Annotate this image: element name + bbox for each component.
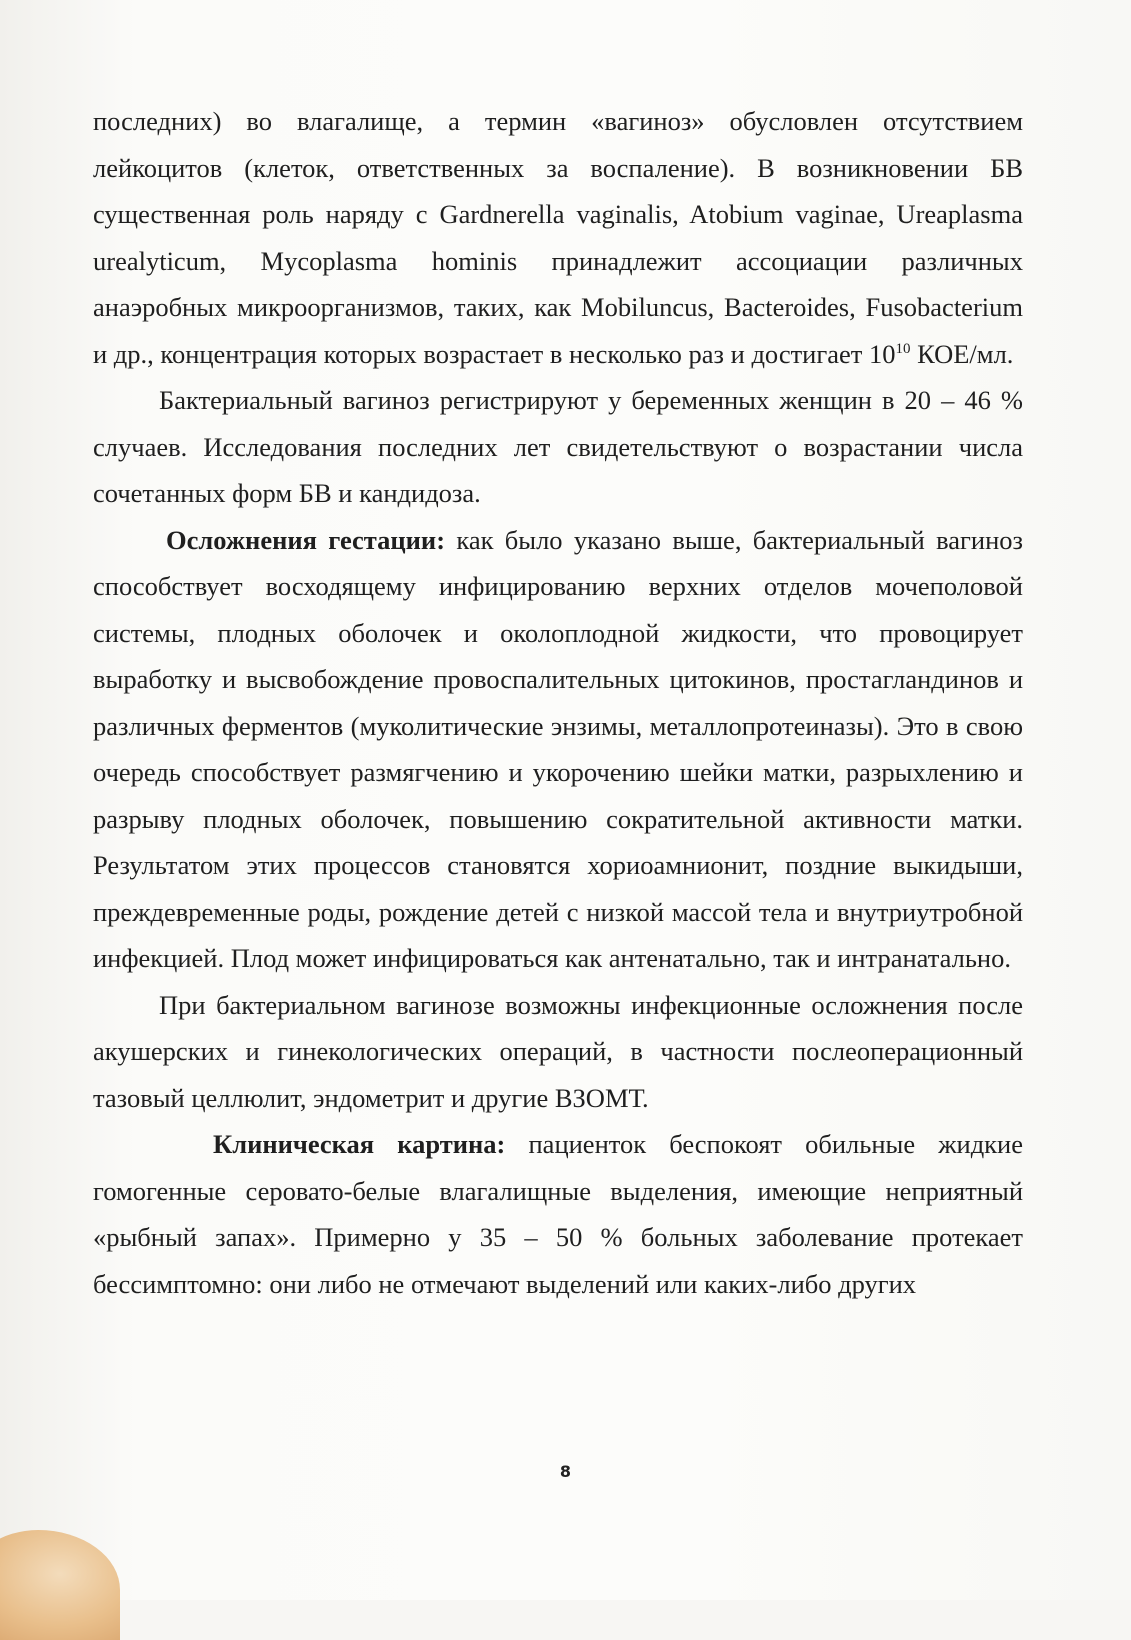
page-number: 8 [559,1462,572,1481]
section-heading-complications: Осложнения гестации: [166,524,446,555]
paragraph-2-text: Бактериальный вагиноз регистрируют у беременных женщин в 20 – 46 % случаев. Исследования последних лет свидетельствуют о возрастании числа сочетанных форм БВ и кандидоза. [93,385,1023,508]
paragraph-1-text: последних) во влагалище, а термин «вагиноз» обусловлен отсутствием лейкоцитов (клеток, ответственных за воспаление). В возникновении БВ существенная роль наряду с Gardnerella vaginalis, Atobium vaginae, Ureaplasma urealyticum, Mycoplasma hominis принадлежит ассоциации различных анаэробных микроорганизмов, таких, как Mobiluncus, Bacteroides, Fusobacterium и др., концентрация которых возрастает в несколько раз и достигает 10 [93,106,1023,369]
exponent: 10 [895,340,911,357]
paragraph-5 [93,1121,1023,1307]
finger-image [0,1530,120,1640]
paragraph-3 [93,517,1023,982]
paragraph-1-unit: КОЕ/мл. [910,338,1014,369]
paragraph-5-text: пациенток беспокоят обильные жидкие гомогенные серовато-белые влагалищные выделения, имеющие неприятный «рыбный запах». Примерно у 35 – 50 % больных заболевание протекает бессимптомно: они либо не отмечают выделений или каких-либо других [93,1129,1023,1299]
paragraph-3-text: как было указано выше, бактериальный вагиноз способствует восходящему инфицированию верхних отделов мочеполовой системы, плодных оболочек и околоплодной жидкости, что провоцирует выработку и высвобождение провоспалительных цитокинов, простагландинов и различных ферментов (муколитические энзимы, металлопротеиназы). Это в свою очередь способствует размягчению и укорочению шейки матки, разрыхлению и разрыву плодных оболочек, повышению сократительной активности матки. Результатом этих процессов становятся хориоамнионит, поздние выкидыши, преждевременные роды, рождение детей с низкой массой тела и внутриутробной инфекцией. Плод может инфицироваться как антенатально, так и интранатально. [93,524,1023,973]
paragraph-4-text: При бактериальном вагинозе возможны инфекционные осложнения после акушерских и гинекологических операций, в частности послеоперационный тазовый целлюлит, эндометрит и другие ВЗОМТ. [93,989,1023,1113]
section-heading-clinical-picture: Клиническая картина: [213,1129,506,1159]
paragraph-2 [93,377,1023,517]
body-text [93,98,1023,1307]
paragraph-4 [93,982,1023,1122]
paragraph-1 [93,98,1023,377]
